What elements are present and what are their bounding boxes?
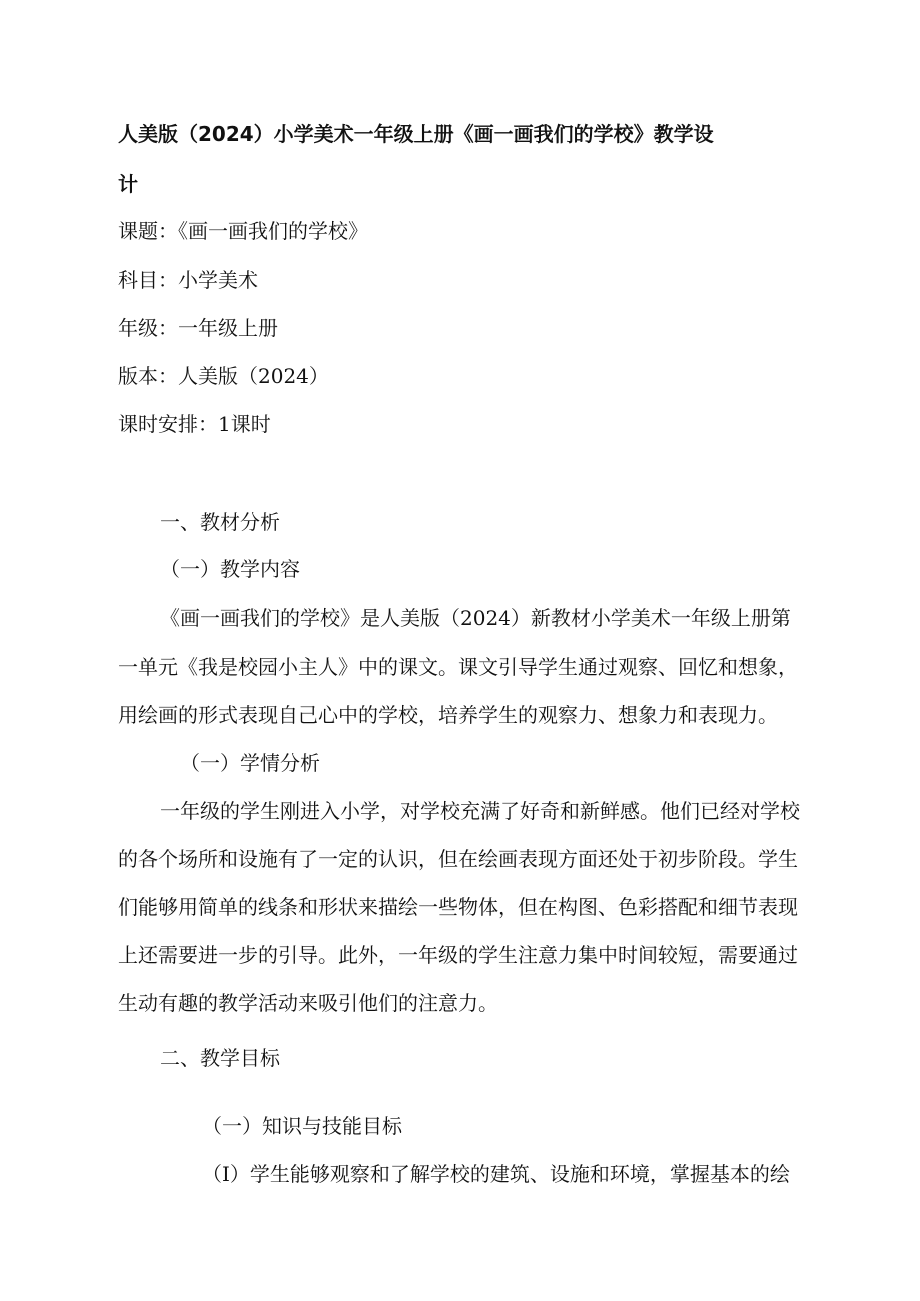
paragraph-line: 们能够用简单的线条和形状来描绘一些物体，但在构图、色彩搭配和细节表现	[118, 895, 798, 919]
paragraph-line: 的各个场所和设施有了一定的认识，但在绘画表现方面还处于初步阶段。学生	[118, 847, 798, 871]
paragraph-line: 生动有趣的教学活动来吸引他们的注意力。	[118, 991, 498, 1015]
paragraph-line: 一年级的学生刚进入小学，对学校充满了好奇和新鲜感。他们已经对学校	[160, 799, 800, 823]
document-title-line1: 人美版（2024）小学美术一年级上册《画一画我们的学校》教学设	[118, 122, 714, 146]
section1-heading: 一、教材分析	[160, 510, 280, 534]
meta-subject: 科目：小学美术	[118, 268, 258, 292]
meta-topic: 课题：《画一画我们的学校》	[118, 219, 368, 243]
document-title-line2: 计	[118, 172, 138, 196]
meta-schedule: 课时安排：1课时	[118, 412, 271, 436]
meta-edition: 版本：人美版（2024）	[118, 364, 329, 388]
section2-heading: 二、教学目标	[160, 1046, 280, 1070]
paragraph-line: （I）学生能够观察和了解学校的建筑、设施和环境，掌握基本的绘	[202, 1162, 790, 1186]
paragraph-line: 一单元《我是校园小主人》中的课文。课文引导学生通过观察、回忆和想象，	[118, 655, 798, 679]
section2-sub1-heading: （一）知识与技能目标	[202, 1114, 402, 1138]
paragraph-line: 用绘画的形式表现自己心中的学校，培养学生的观察力、想象力和表现力。	[118, 703, 778, 727]
meta-grade: 年级：一年级上册	[118, 316, 278, 340]
paragraph-line: 上还需要进一步的引导。此外，一年级的学生注意力集中时间较短，需要通过	[118, 943, 798, 967]
paragraph-line: 《画一画我们的学校》是人美版（2024）新教材小学美术一年级上册第	[160, 606, 791, 630]
section1-sub1-heading: （一）教学内容	[160, 557, 300, 581]
section1-sub2-heading: （一）学情分析	[180, 751, 320, 775]
